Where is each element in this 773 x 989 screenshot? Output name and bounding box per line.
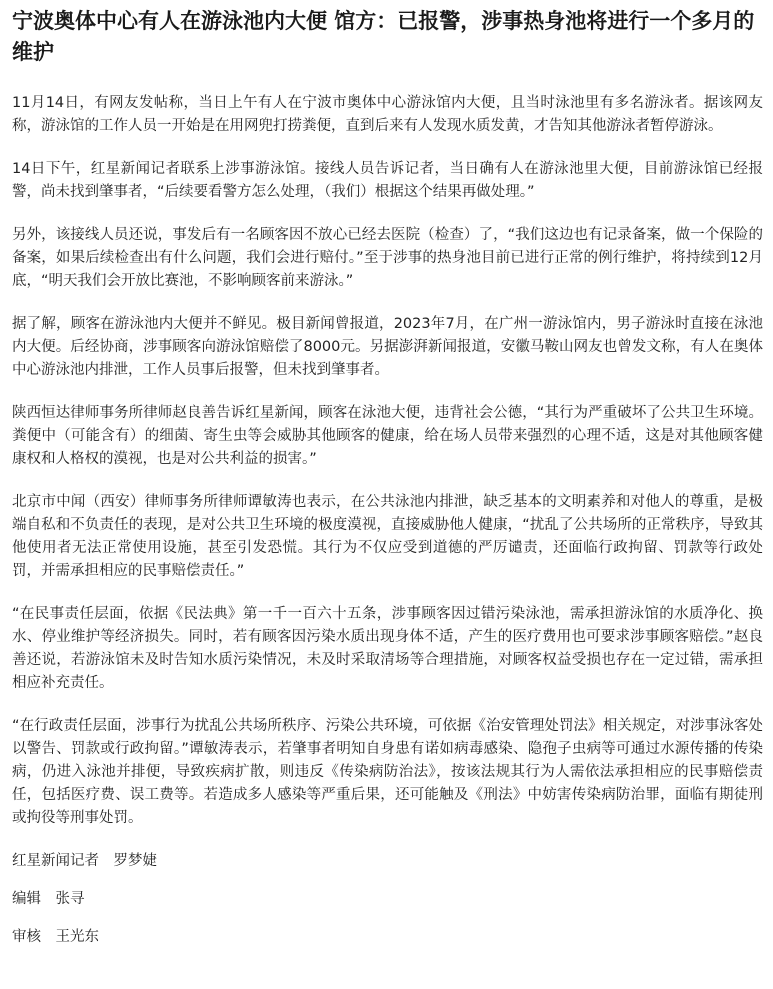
paragraph-8: “在行政责任层面，涉事行为扰乱公共场所秩序、污染公共环境，可依据《治安管理处罚法》相关规定，对涉事泳客处以警告、罚款或行政拘留。”谭敏涛表示，若肇事者明知自身患有诺如病毒感染、隐孢子虫病等可通过水源传播的传染病，仍进入泳池并排便，导致疾病扩散，则违反《传染病防治法》，按该法规其行为人需依法承担相应的民事赔偿责任，包括医疗费、误工费等。若造成多人感染等严重后果，还可能触及《刑法》中妨害传染病防治罪，面临有期徒刑或拘役等刑事处罚。 bbox=[12, 718, 763, 826]
paragraph-7: “在民事责任层面，依据《民法典》第一千一百六十五条，涉事顾客因过错污染泳池，需承担游泳馆的水质净化、换水、停业维护等经济损失。同时，若有顾客因污染水质出现身体不适，产生的医疗费用也可要求涉事顾客赔偿。”赵良善还说，若游泳馆未及时告知水质污染情况，未及时采取清场等合理措施，对顾客权益受损也存在一定过错，需承担相应补充责任。 bbox=[12, 606, 763, 691]
paragraph-4: 据了解，顾客在游泳池内大便并不鲜见。极目新闻曾报道，2023年7月，在广州一游泳馆内，男子游泳时直接在泳池内大便。后经协商，涉事顾客向游泳馆赔偿了8000元。另据澎湃新闻报道，安徽马鞍山网友也曾发文称，有人在奥体中心游泳池内排泄，工作人员事后报警，但未找到肇事者。 bbox=[12, 316, 763, 378]
paragraph-1: 11月14日，有网友发帖称，当日上午有人在宁波市奥体中心游泳馆内大便，且当时泳池里有多名游泳者。据该网友称，游泳馆的工作人员一开始是在用网兜打捞粪便，直到后来有人发现水质发黄，才告知其他游泳者暂停游泳。 bbox=[12, 95, 763, 134]
article-title: 宁波奥体中心有人在游泳池内大便 馆方：已报警，涉事热身池将进行一个多月的维护 bbox=[12, 9, 755, 64]
paragraph-3: 另外，该接线人员还说，事发后有一名顾客因不放心已经去医院（检查）了，“我们这边也有记录备案，做一个保险的备案，如果后续检查出有什么问题，我们会进行赔付。”至于涉事的热身池目前已进行正常的例行维护，将持续到12月底，“明天我们会开放比赛池，不影响顾客前来游泳。” bbox=[12, 227, 763, 289]
reviewer-credit: 审核 王光东 bbox=[12, 929, 99, 945]
editor-credit: 编辑 张寻 bbox=[12, 891, 85, 907]
paragraph-5: 陕西恒达律师事务所律师赵良善告诉红星新闻，顾客在泳池大便，违背社会公德，“其行为严重破坏了公共卫生环境。粪便中（可能含有）的细菌、寄生虫等会威胁其他顾客的健康，给在场人员带来强烈的心理不适，这是对其他顾客健康权和人格权的漠视，也是对公共利益的损害。” bbox=[12, 405, 763, 467]
paragraph-2: 14日下午，红星新闻记者联系上涉事游泳馆。接线人员告诉记者，当日确有人在游泳池里大便，目前游泳馆已经报警，尚未找到肇事者，“后续要看警方怎么处理，（我们）根据这个结果再做处理。” bbox=[12, 161, 763, 200]
paragraph-6: 北京市中闻（西安）律师事务所律师谭敏涛也表示，在公共泳池内排泄，缺乏基本的文明素养和对他人的尊重，是极端自私和不负责任的表现，是对公共卫生环境的极度漠视，直接威胁他人健康，“扰乱了公共场所的正常秩序，导致其他使用者无法正常使用设施，甚至引发恐慌。其行为不仅应受到道德的严厉谴责，还面临行政拘留、罚款等行政处罚，并需承担相应的民事赔偿责任。” bbox=[12, 494, 763, 579]
reporter-credit: 红星新闻记者 罗梦婕 bbox=[12, 853, 157, 869]
